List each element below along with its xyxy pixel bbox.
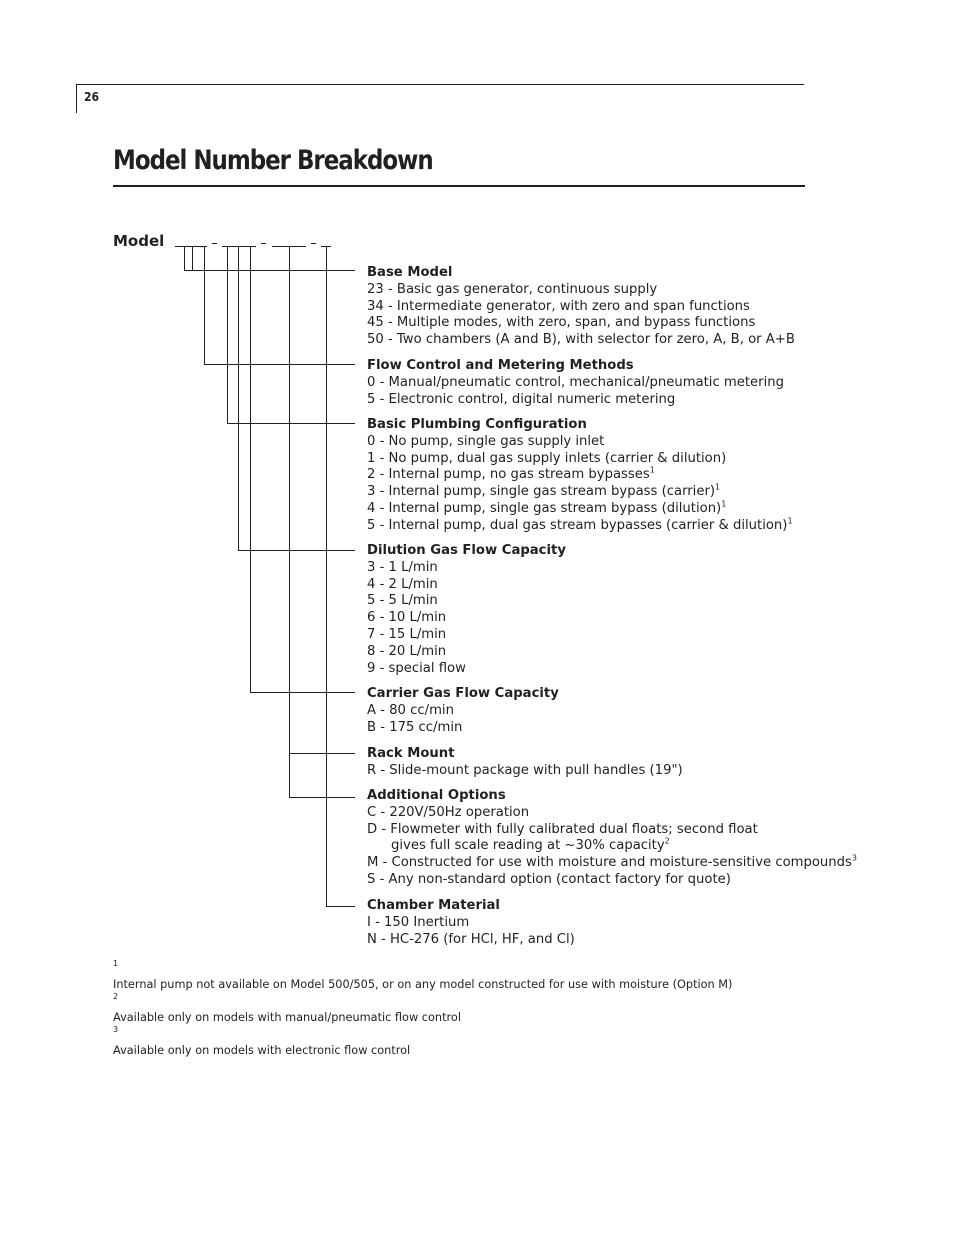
section-base-model [367, 265, 795, 349]
section-heading: Carrier Gas Flow Capacity [367, 686, 559, 701]
section-heading: Dilution Gas Flow Capacity [367, 543, 566, 558]
list-item: 5 - Electronic control, digital numeric metering [367, 391, 676, 407]
list-item: 4 - Internal pump, single gas stream bypass (dilution)$^1$ [367, 499, 727, 516]
section-dilution [367, 543, 566, 677]
list-item: 45 - Multiple modes, with zero, span, and bypass functions [367, 315, 756, 331]
list-item: 5 - 5 L/min [367, 593, 438, 609]
section-heading: Additional Options [367, 788, 506, 803]
list-item: 3 - Internal pump, single gas stream bypass (carrier)$^1$ [367, 482, 721, 500]
section-additional-options [367, 788, 857, 889]
model-label: Model [113, 232, 165, 250]
list-item: 5 - Internal pump, dual gas stream bypasses (carrier & dilution)$^1$ [367, 516, 793, 533]
section-heading: Base Model [367, 265, 453, 280]
list-item: M - Constructed for use with moisture and moisture-sensitive compounds$^3$ [367, 853, 857, 871]
list-item: 1 - No pump, dual gas supply inlets (carrier & dilution) [367, 450, 727, 466]
list-item: 0 - Manual/pneumatic control, mechanical/pneumatic metering [367, 374, 784, 390]
section-chamber-material [367, 898, 575, 948]
section-heading: Rack Mount [367, 746, 455, 761]
list-item: I - 150 Inertium [367, 914, 470, 930]
list-item: 23 - Basic gas generator, continuous supply [367, 281, 658, 297]
section-heading: Flow Control and Metering Methods [367, 358, 634, 373]
list-item: 4 - 2 L/min [367, 576, 438, 592]
page-number: 26 [84, 90, 100, 104]
footnote: $^2$ Available only on models with manual/pneumatic flow control [113, 992, 461, 1024]
list-item: C - 220V/50Hz operation [367, 804, 530, 820]
list-item: N - HC-276 (for HCl, HF, and Cl) [367, 931, 575, 947]
list-item: 8 - 20 L/min [367, 643, 447, 659]
list-item: A - 80 cc/min [367, 702, 454, 718]
list-item: D - Flowmeter with fully calibrated dual floats; second float [367, 821, 758, 837]
list-item: 6 - 10 L/min [367, 610, 447, 626]
footnotes [113, 960, 732, 1059]
list-item: R - Slide-mount package with pull handles (19") [367, 762, 683, 778]
list-item: B - 175 cc/min [367, 719, 463, 735]
section-plumbing [367, 417, 793, 535]
list-item: 0 - No pump, single gas supply inlet [367, 433, 605, 449]
section-heading: Basic Plumbing Configuration [367, 417, 587, 432]
section-carrier [367, 686, 559, 736]
section-flow-control [367, 358, 784, 408]
section-rack-mount [367, 746, 683, 780]
list-item: 9 - special flow [367, 660, 466, 676]
section-heading: Chamber Material [367, 898, 500, 913]
list-item: 3 - 1 L/min [367, 559, 438, 575]
page-title: Model Number Breakdown [113, 145, 433, 176]
list-item-continuation: gives full scale reading at ~30% capacity$^2$ [391, 837, 670, 854]
list-item: 2 - Internal pump, no gas stream bypasses$^1$ [367, 466, 655, 483]
list-item: S - Any non-standard option (contact factory for quote) [367, 871, 731, 887]
list-item: 7 - 15 L/min [367, 626, 447, 642]
list-item: 50 - Two chambers (A and B), with selector for zero, A, B, or A+B [367, 332, 795, 348]
footnote: $^3$ Available only on models with electronic flow control [113, 1025, 411, 1057]
footnote: $^1$ Internal pump not available on Model 500/505, or on any model constructed for use with moisture (Option M) [113, 959, 733, 991]
list-item: 34 - Intermediate generator, with zero and span functions [367, 298, 750, 314]
